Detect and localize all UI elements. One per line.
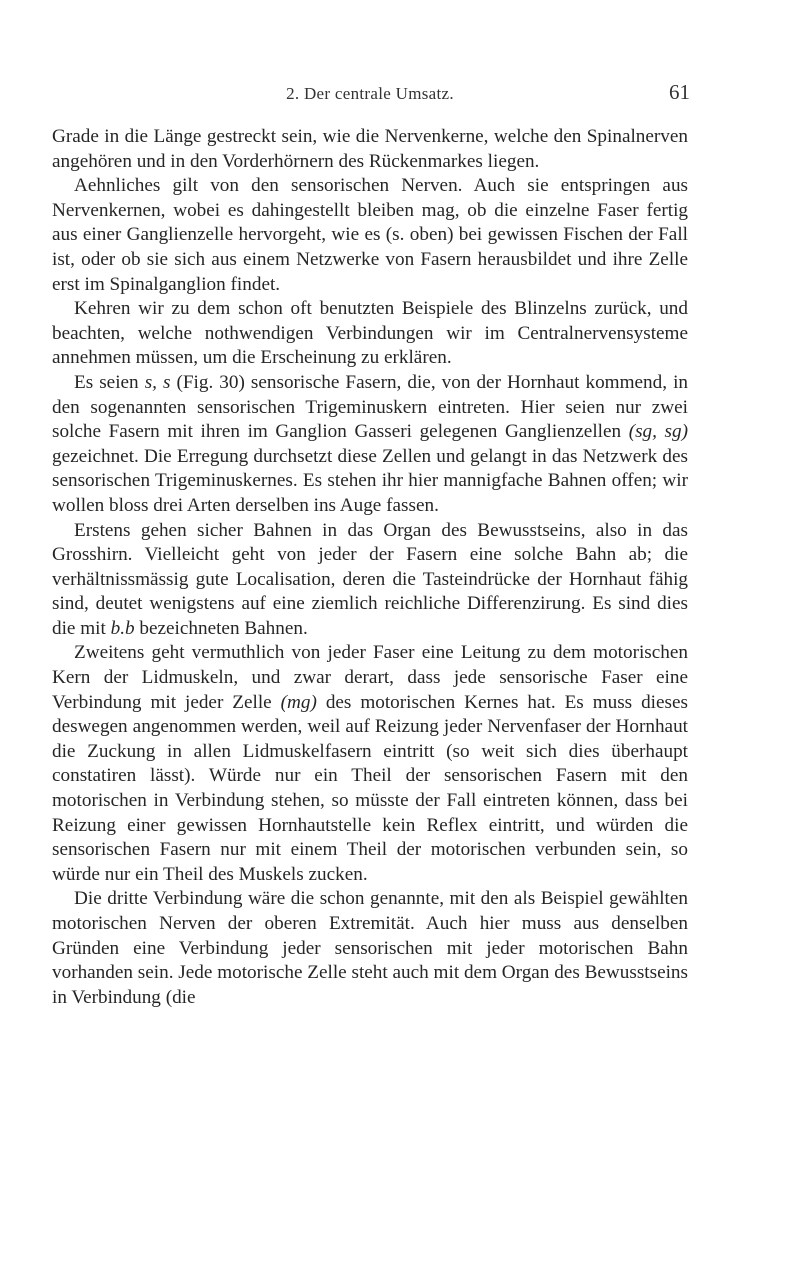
running-title: 2. Der centrale Umsatz. (286, 84, 454, 103)
paragraph-2 (52, 174, 688, 297)
text-run: des motorischen Kernes hat. Es muss dieses deswegen angenommen werden, weil auf Reizung jeder Nervenfaser der Hornhaut die Zuckung in allen Lidmuskelfasern eintritt (so weit sich dies überhaupt constatiren lässt). Würde nur ein Theil der sensorischen Fasern mit den motorischen in Verbindung stehen, so müsste der Fall eintreten können, dass bei Reizung einer gewissen Hornhautstelle kein Reflex eintritt, und würden die sensorischen Fasern nur mit einem Theil der motorischen verbunden sein, so würde nur ein Theil des Muskels zucken. (52, 691, 688, 885)
italic-symbol: s, s (144, 371, 171, 393)
paragraph-6 (52, 641, 688, 887)
text-run: Die dritte Verbindung wäre die schon genannte, mit den als Beispiel gewählten motorischen Nerven der oberen Extremität. Auch hier muss aus denselben Gründen eine Verbindung jeder sensorischen mit jeder motorischen Bahn vorhanden sein. Jede motorische Zelle steht auch mit dem Organ des Bewusstseins in Verbindung (die (52, 888, 688, 1008)
running-head (52, 80, 690, 108)
text-run: Es seien (74, 371, 145, 393)
text-run: Grade in die Länge gestreckt sein, wie die Nervenkerne, welche den Spinalnerven angehören und in den Vorderhörnern des Rückenmarkes liegen. (52, 126, 688, 172)
text-run: gezeichnet. Die Erregung durchsetzt diese Zellen und gelangt in das Netzwerk des sensorischen Trigeminuskernes. Es stehen ihr hier mannigfache Bahnen offen; wir wollen bloss drei Arten derselben ins Auge fassen. (52, 445, 688, 516)
text-run: Aehnliches gilt von den sensorischen Nerven. Auch sie entspringen aus Nervenkernen, wobei es dahingestellt bleiben mag, ob die einzelne Faser fertig aus einer Ganglienzelle hervorgeht, wie es (s. oben) bei gewissen Fischen der Fall ist, oder ob sie sich aus einem Netzwerke von Fasern herausbildet und ihre Zelle erst im Spinalganglion findet. (52, 175, 688, 295)
italic-symbol: b.b (110, 617, 135, 639)
text-run: (Fig. 30) sensorische Fasern, die, von der Hornhaut kommend, in den sogenannten sensorischen Trigeminuskern eintreten. Hier seien nur zwei solche Fasern mit ihren im Ganglion Gasseri gelegenen Ganglienzellen (52, 371, 688, 443)
paragraph-4 (52, 371, 688, 519)
text-run: Erstens gehen sicher Bahnen in das Organ des Bewusstseins, also in das Grosshirn. Vielleicht geht von jeder der Fasern eine solche Bahn ab; die verhältnissmässig gute Localisation, deren die Tasteindrücke der Hornhaut fähig sind, deutet wenigstens auf eine ziemlich reichliche Differenzirung. Es sind dies die mit (52, 519, 688, 639)
body-text (52, 125, 688, 1010)
text-run: Zweitens geht vermuthlich von jeder Faser eine Leitung zu dem motorischen Kern der Lidmuskeln, und zwar derart, dass jede sensorische Faser eine Verbindung mit jeder Zelle (52, 642, 688, 713)
text-run: bezeichneten Bahnen. (134, 617, 308, 639)
paragraph-1 (52, 125, 688, 174)
text-run: Kehren wir zu dem schon oft benutzten Beispiele des Blinzelns zurück, und beachten, welche nothwendigen Verbindungen wir im Centralnervensysteme annehmen müssen, um die Erscheinung zu erklären. (52, 298, 688, 369)
page-number: 61 (669, 80, 690, 104)
italic-symbol: (mg) (280, 691, 317, 713)
paragraph-5 (52, 519, 688, 642)
italic-symbol: (sg, sg) (628, 421, 688, 443)
paragraph-3 (52, 297, 688, 371)
paragraph-7 (52, 887, 688, 1010)
